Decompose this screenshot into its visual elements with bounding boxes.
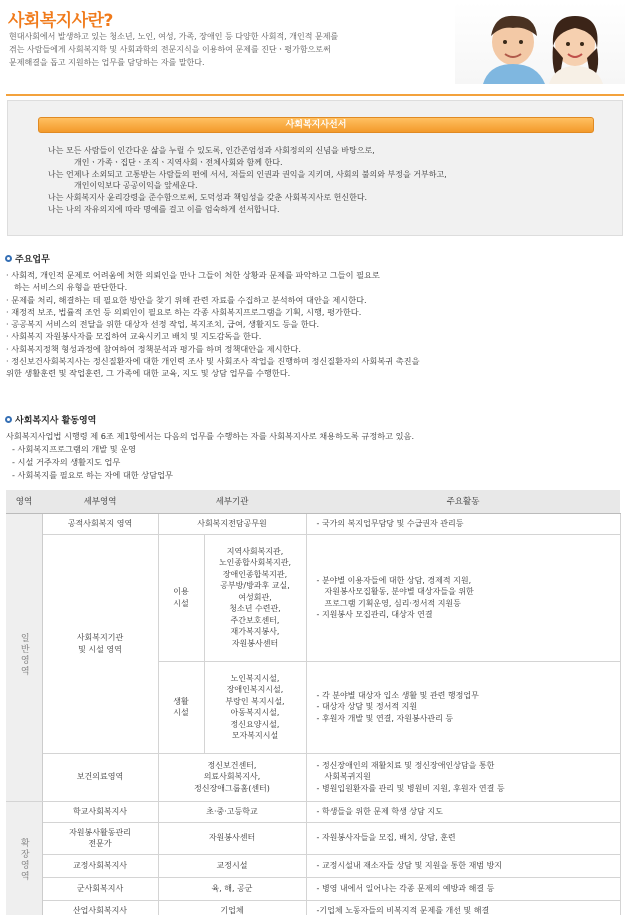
creed-line: 나는 사회복지사 윤리강령을 준수함으로써, 도덕성과 책임성을 갖춘 사회복지사로 헌신한다.	[48, 193, 368, 203]
areas-intro-list	[12, 443, 173, 481]
org-line: 정신요양시설,	[230, 719, 280, 729]
activity-cell	[306, 661, 620, 753]
areas-intro-item: - 사회복지프로그램의 개발 및 운영	[12, 444, 137, 454]
activity-line: - 병원입원환자를 관리 및 병원비 지원, 후원자 연결 등	[316, 783, 505, 793]
table-row	[6, 877, 620, 900]
area-cell: 보건의료영역	[42, 753, 158, 801]
creed-line: 개인ㆍ가족ㆍ집단ㆍ조직ㆍ지역사회ㆍ전체사회와 함께 한다.	[74, 157, 283, 167]
header	[0, 0, 630, 88]
sub-type-line: 시설	[173, 708, 189, 717]
activity-line: - 대상자 상담 및 정서적 지원	[316, 702, 418, 712]
org-line: 지역사회복지관,	[226, 546, 284, 556]
activity-line: - 각 분야별 대상자 입소 생활 및 관련 행정업무	[316, 690, 479, 700]
area-cell: 산업사회복지사	[42, 900, 158, 915]
org-line: 노인복지시설,	[230, 673, 280, 683]
duty-item: · 공공복지 서비스의 전달을 위한 대상자 선정 작업, 복지조치, 급여, 생활지도 등을 한다.	[6, 319, 320, 330]
org-line: 장애인복지시설,	[226, 685, 284, 694]
activity-table	[6, 490, 621, 915]
activity-cell	[306, 534, 620, 661]
areas-heading	[5, 413, 96, 426]
creed-line: 나는 언제나 소외되고 고통받는 사람들의 편에 서서, 저들의 인권과 권익을 지키며, 사회의 불의와 부정을 거부하고,	[48, 169, 447, 179]
area-line: 자원봉사활동관리	[69, 827, 131, 837]
page-title: 사회복지사란?	[8, 11, 113, 31]
table-row	[6, 822, 620, 854]
org-line: 정신장애그룹홈(센터)	[194, 783, 270, 793]
areas-intro-item: - 시설 거주자의 생활지도 업무	[12, 456, 121, 467]
org-line: 정신보건센터,	[207, 760, 257, 770]
area-cell: 공적사회복지 영역	[42, 513, 158, 534]
activity-line: - 분야별 이용자들에 대한 상담, 경제적 지원,	[316, 575, 472, 585]
sub-type-cell	[158, 661, 204, 753]
activity-line: 자원봉사모집활동, 분야별 대상자들을 위한	[324, 587, 474, 596]
activity-cell: - 자원봉사자들을 모집, 배치, 상담, 훈련	[306, 822, 620, 854]
creed-line: 나는 모든 사람들이 인간다운 삶을 누릴 수 있도록, 인간존엄성과 사회정의의 신념을 바탕으로,	[48, 146, 375, 155]
org-line: 아동복지시설,	[230, 708, 280, 717]
creed-line: 나는 나의 자유의지에 따라 명예를 걸고 이를 엄숙하게 선서합니다.	[48, 204, 280, 214]
header-cell: 세부영역	[42, 490, 158, 513]
duty-item: · 사회적, 개인적 문제로 어려움에 처한 의뢰인을 만나 그들이 처한 상황과 문제를 파악하고 그들이 필요로	[6, 270, 380, 280]
area-cell: 학교사회복지사	[42, 801, 158, 822]
duties-list	[6, 269, 626, 380]
description-line: 겪는 사람들에게 사회복지학 및 사회과학의 전문지식을 이용하여 문제를 진단ㆍ평가함으로써	[9, 45, 331, 54]
org-line: 주간보호센터,	[230, 615, 280, 625]
creed-list	[48, 145, 604, 216]
activity-cell: - 국가의 복지업무담당 및 수급권자 관리등	[306, 513, 620, 534]
sub-type-line: 시설	[173, 598, 189, 608]
sub-type-line: 생활	[173, 696, 189, 706]
org-cell: 교정시설	[158, 854, 306, 877]
header-cell: 세부기관	[158, 490, 306, 513]
org-cell: 육, 해, 공군	[158, 877, 306, 900]
sub-type-line: 이용	[173, 587, 189, 596]
header-cell: 주요활동	[306, 490, 620, 513]
category-label: 일반영역	[18, 633, 29, 677]
area-cell	[42, 822, 158, 854]
activity-cell	[306, 753, 620, 801]
activity-line: - 후원자 개발 및 연결, 자원봉사관리 등	[316, 713, 454, 723]
children-photo	[455, 2, 625, 84]
table-row	[6, 854, 620, 877]
org-line: 청소년 수련관,	[229, 604, 281, 614]
org-cell: 초·중·고등학교	[158, 801, 306, 822]
activity-line: 사회복귀지원	[324, 772, 371, 782]
creed-title: 사회복지사선서	[38, 117, 594, 133]
org-cell: 기업체	[158, 900, 306, 915]
duties-heading	[5, 252, 50, 265]
org-cell: 자원봉사센터	[158, 822, 306, 854]
table-row	[6, 534, 620, 661]
children-illustration	[455, 2, 625, 84]
duty-item: · 재정적 보조, 법률적 조언 등 의뢰인이 필요로 하는 각종 사회복지프로그램을 기획, 시행, 평가한다.	[6, 306, 362, 317]
org-line: 자원봉사센터	[231, 638, 279, 648]
org-cell	[204, 534, 306, 661]
org-line: 노인종합사회복지관,	[218, 558, 292, 568]
activity-cell: -기업체 노동자들의 비복지적 문제를 개선 및 해결	[306, 900, 620, 915]
creed-box	[7, 100, 623, 236]
area-line: 전문가	[88, 839, 112, 848]
org-line: 공부방/방과후 교실,	[220, 581, 290, 591]
activity-cell: - 학생들을 위한 문제 학생 상담 지도	[306, 801, 620, 822]
duty-item: · 사회복지 자원봉사자를 모집하여 교육시키고 배치 및 지도감독을 한다.	[6, 331, 262, 342]
duty-item: · 정신보건사회복지사는 정신질환자에 대한 개인력 조사 및 사회조사 작업을 진행하며 정신질환자의 사회복귀 촉진을	[6, 356, 420, 367]
page-description	[9, 30, 449, 69]
creed-line: 개인이익보다 공공이익을 앞세운다.	[74, 181, 198, 191]
org-line: 의료사회복지사,	[203, 772, 261, 782]
activity-line: 프로그램 기획운영, 심리·정서적 지원등	[324, 598, 461, 608]
duty-item: 위한 생활훈련 및 작업훈련, 그 가족에 대한 교육, 지도 및 상담 업무를 수행한다.	[6, 368, 291, 379]
org-cell	[158, 753, 306, 801]
description-line: 현대사회에서 발생하고 있는 청소년, 노인, 여성, 가족, 장애인 등 다양한 사회적, 개인적 문제를	[9, 32, 339, 41]
sub-type-cell	[158, 534, 204, 661]
org-cell	[204, 661, 306, 753]
category-general	[6, 513, 42, 801]
area-cell: 교정사회복지사	[42, 854, 158, 877]
area-line: 및 시설 영역	[78, 644, 122, 654]
bullet-circle-icon	[5, 416, 12, 423]
activity-cell: - 교정시설내 재소자들 상담 및 지원을 통한 재범 방지	[306, 854, 620, 877]
header-divider	[6, 94, 624, 96]
areas-heading-text: 사회복지사 활동영역	[15, 416, 97, 426]
table-row	[6, 900, 620, 915]
duty-item: · 사회복지정책 형성과정에 참여하여 정책분석과 평가를 하며 정책대안을 제시한다.	[6, 343, 301, 354]
areas-intro-item: - 사회복지를 필요로 하는 자에 대한 상담업무	[12, 469, 173, 480]
org-cell: 사회복지전담공무원	[158, 513, 306, 534]
activity-cell: - 병영 내에서 일어나는 각종 문제의 예방과 해결 등	[306, 877, 620, 900]
activity-line: - 정신장애인의 재활치료 및 정신장애인상담을 통한	[316, 760, 495, 770]
area-cell: 군사회복지사	[42, 877, 158, 900]
duties-heading-text: 주요업무	[15, 255, 50, 265]
duty-item: · 문제를 처리, 해결하는 데 필요한 방안을 찾기 위해 관련 자료를 수집하고 분석하여 대안을 제시한다.	[6, 294, 367, 305]
duty-item: 하는 서비스의 유형을 판단한다.	[14, 282, 128, 293]
org-line: 장애인종합복지관,	[222, 569, 288, 579]
area-line: 사회복지기관	[76, 633, 124, 642]
activity-line: - 지원봉사 모집관리, 대상자 연결	[316, 610, 433, 619]
table-row	[6, 753, 620, 801]
org-line: 재가복지봉사,	[230, 627, 280, 637]
org-line: 부랑인 복지시설,	[225, 696, 285, 706]
category-label: 확장영역	[18, 837, 29, 882]
org-line: 모자복지시설	[231, 731, 279, 740]
area-cell	[42, 534, 158, 753]
table-header-row	[6, 490, 620, 513]
category-expansion	[6, 801, 42, 915]
description-line: 문제해결을 돕고 지원하는 업무를 담당하는 자를 말한다.	[9, 58, 205, 67]
bullet-circle-icon	[5, 255, 12, 262]
header-cell: 영역	[6, 490, 42, 513]
org-line: 여성회관,	[238, 592, 272, 602]
table-row	[6, 513, 620, 534]
table-row	[6, 801, 620, 822]
areas-intro: 사회복지사업법 시행령 제 6조 제1항에서는 다음의 업무를 수행하는 자를 사회복지사로 채용하도록 규정하고 있음.	[6, 431, 415, 441]
